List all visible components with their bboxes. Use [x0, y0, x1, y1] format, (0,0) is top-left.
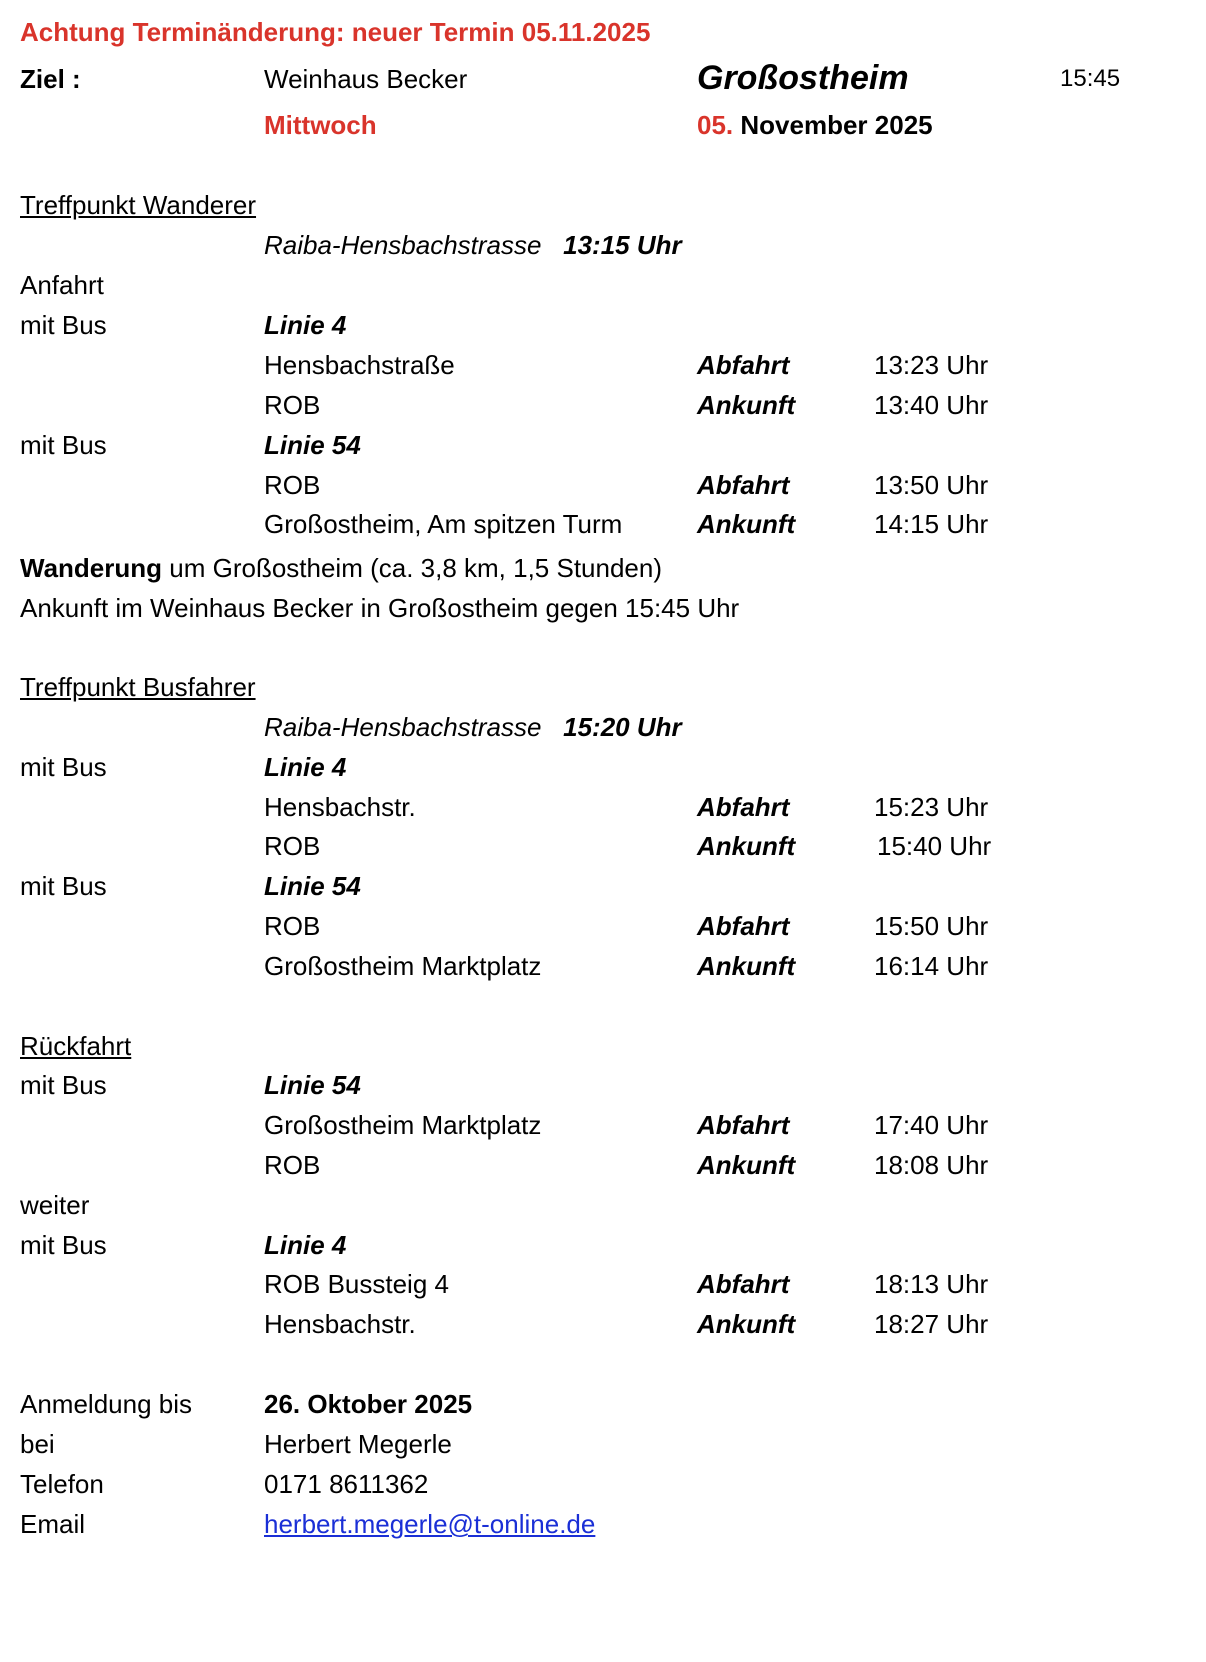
busfahrer-meet-time: 15:20 Uhr: [563, 712, 682, 742]
stop-name: ROB: [264, 390, 321, 420]
ziel-label: Ziel :: [20, 64, 81, 94]
email-label: Email: [20, 1509, 86, 1539]
stop-time: 18:08 Uhr: [874, 1150, 989, 1180]
destination-place: Großostheim: [697, 59, 909, 97]
ziel-value: Weinhaus Becker: [264, 64, 468, 94]
heading-busfahrer: Treffpunkt Busfahrer: [20, 672, 256, 702]
rueckfahrt-leg1-line: Linie 54: [264, 1070, 361, 1100]
stop-time: 13:40 Uhr: [874, 390, 989, 420]
anmeldung-label: Anmeldung bis: [20, 1389, 192, 1419]
busfahrer-leg1-mode: mit Bus: [20, 752, 107, 782]
stop-name: Großostheim, Am spitzen Turm: [264, 509, 623, 539]
stop-type: Ankunft: [697, 390, 796, 420]
stop-name: Hensbachstraße: [264, 350, 455, 380]
wanderer-leg1-line: Linie 4: [264, 310, 347, 340]
hike-description: [20, 553, 662, 583]
stop-type: Abfahrt: [697, 470, 790, 500]
wanderer-leg2-line: Linie 54: [264, 430, 361, 460]
busfahrer-leg1-line: Linie 4: [264, 752, 347, 782]
heading-rueckfahrt: Rückfahrt: [20, 1031, 132, 1061]
wanderer-meeting: [264, 230, 682, 260]
rueckfahrt-leg1-mode: mit Bus: [20, 1070, 107, 1100]
stop-name: ROB: [264, 470, 321, 500]
wanderer-meet-time: 13:15 Uhr: [563, 230, 682, 260]
stop-time: 14:15 Uhr: [874, 509, 989, 539]
heading-wanderer: Treffpunkt Wanderer: [20, 190, 257, 220]
stop-type: Abfahrt: [697, 1110, 790, 1140]
wanderer-leg1-mode: mit Bus: [20, 310, 107, 340]
stop-time: 13:23 Uhr: [874, 350, 989, 380]
stop-time: 17:40 Uhr: [874, 1110, 989, 1140]
stop-time: 18:13 Uhr: [874, 1269, 989, 1299]
anmeldung-deadline: 26. Oktober 2025: [264, 1389, 473, 1419]
stop-time: 16:14 Uhr: [874, 951, 989, 981]
busfahrer-leg2-mode: mit Bus: [20, 871, 107, 901]
stop-time: 13:50 Uhr: [874, 470, 989, 500]
stop-name: ROB: [264, 1150, 321, 1180]
stop-type: Ankunft: [697, 1150, 796, 1180]
arrival-note: Ankunft im Weinhaus Becker in Großostheim gegen 15:45 Uhr: [20, 593, 740, 623]
stop-type: Abfahrt: [697, 1269, 790, 1299]
stop-time: 15:23 Uhr: [874, 792, 989, 822]
stop-name: ROB: [264, 831, 321, 861]
stop-name: Hensbachstr.: [264, 1309, 416, 1339]
stop-name: ROB: [264, 911, 321, 941]
notice-banner: Achtung Terminänderung: neuer Termin 05.11.2025: [20, 17, 651, 47]
bei-label: bei: [20, 1429, 55, 1459]
stop-name: Großostheim Marktplatz: [264, 1110, 542, 1140]
stop-name: Hensbachstr.: [264, 792, 416, 822]
stop-type: Ankunft: [697, 509, 796, 539]
stop-type: Abfahrt: [697, 792, 790, 822]
busfahrer-meeting: [264, 712, 682, 742]
event-date: [697, 110, 933, 140]
weekday: Mittwoch: [264, 110, 377, 140]
telefon-label: Telefon: [20, 1469, 104, 1499]
rueckfahrt-leg2-line: Linie 4: [264, 1230, 347, 1260]
busfahrer-meet-place: Raiba-Hensbachstrasse: [264, 712, 542, 742]
stop-type: Ankunft: [697, 951, 796, 981]
destination-time: 15:45: [1060, 65, 1121, 92]
stop-name: ROB Bussteig 4: [264, 1269, 449, 1299]
contact-phone: 0171 8611362: [264, 1469, 429, 1499]
hike-label: Wanderung: [20, 553, 163, 583]
stop-name: Großostheim Marktplatz: [264, 951, 542, 981]
stop-type: Ankunft: [697, 1309, 796, 1339]
stop-time: 15:50 Uhr: [874, 911, 989, 941]
email-link[interactable]: herbert.megerle@t-online.de: [264, 1509, 596, 1539]
contact-name: Herbert Megerle: [264, 1429, 452, 1459]
stop-type: Ankunft: [697, 831, 796, 861]
event-date-day: 05.: [697, 110, 734, 140]
hike-details: um Großostheim (ca. 3,8 km, 1,5 Stunden): [162, 553, 663, 583]
wanderer-meet-place: Raiba-Hensbachstrasse: [264, 230, 542, 260]
stop-type: Abfahrt: [697, 911, 790, 941]
stop-time: 15:40 Uhr: [877, 831, 992, 861]
anfahrt-label: Anfahrt: [20, 270, 104, 300]
event-date-rest: November 2025: [740, 110, 933, 140]
wanderer-leg2-mode: mit Bus: [20, 430, 107, 460]
weiter-label: weiter: [20, 1190, 90, 1220]
stop-time: 18:27 Uhr: [874, 1309, 989, 1339]
busfahrer-leg2-line: Linie 54: [264, 871, 361, 901]
stop-type: Abfahrt: [697, 350, 790, 380]
rueckfahrt-leg2-mode: mit Bus: [20, 1230, 107, 1260]
